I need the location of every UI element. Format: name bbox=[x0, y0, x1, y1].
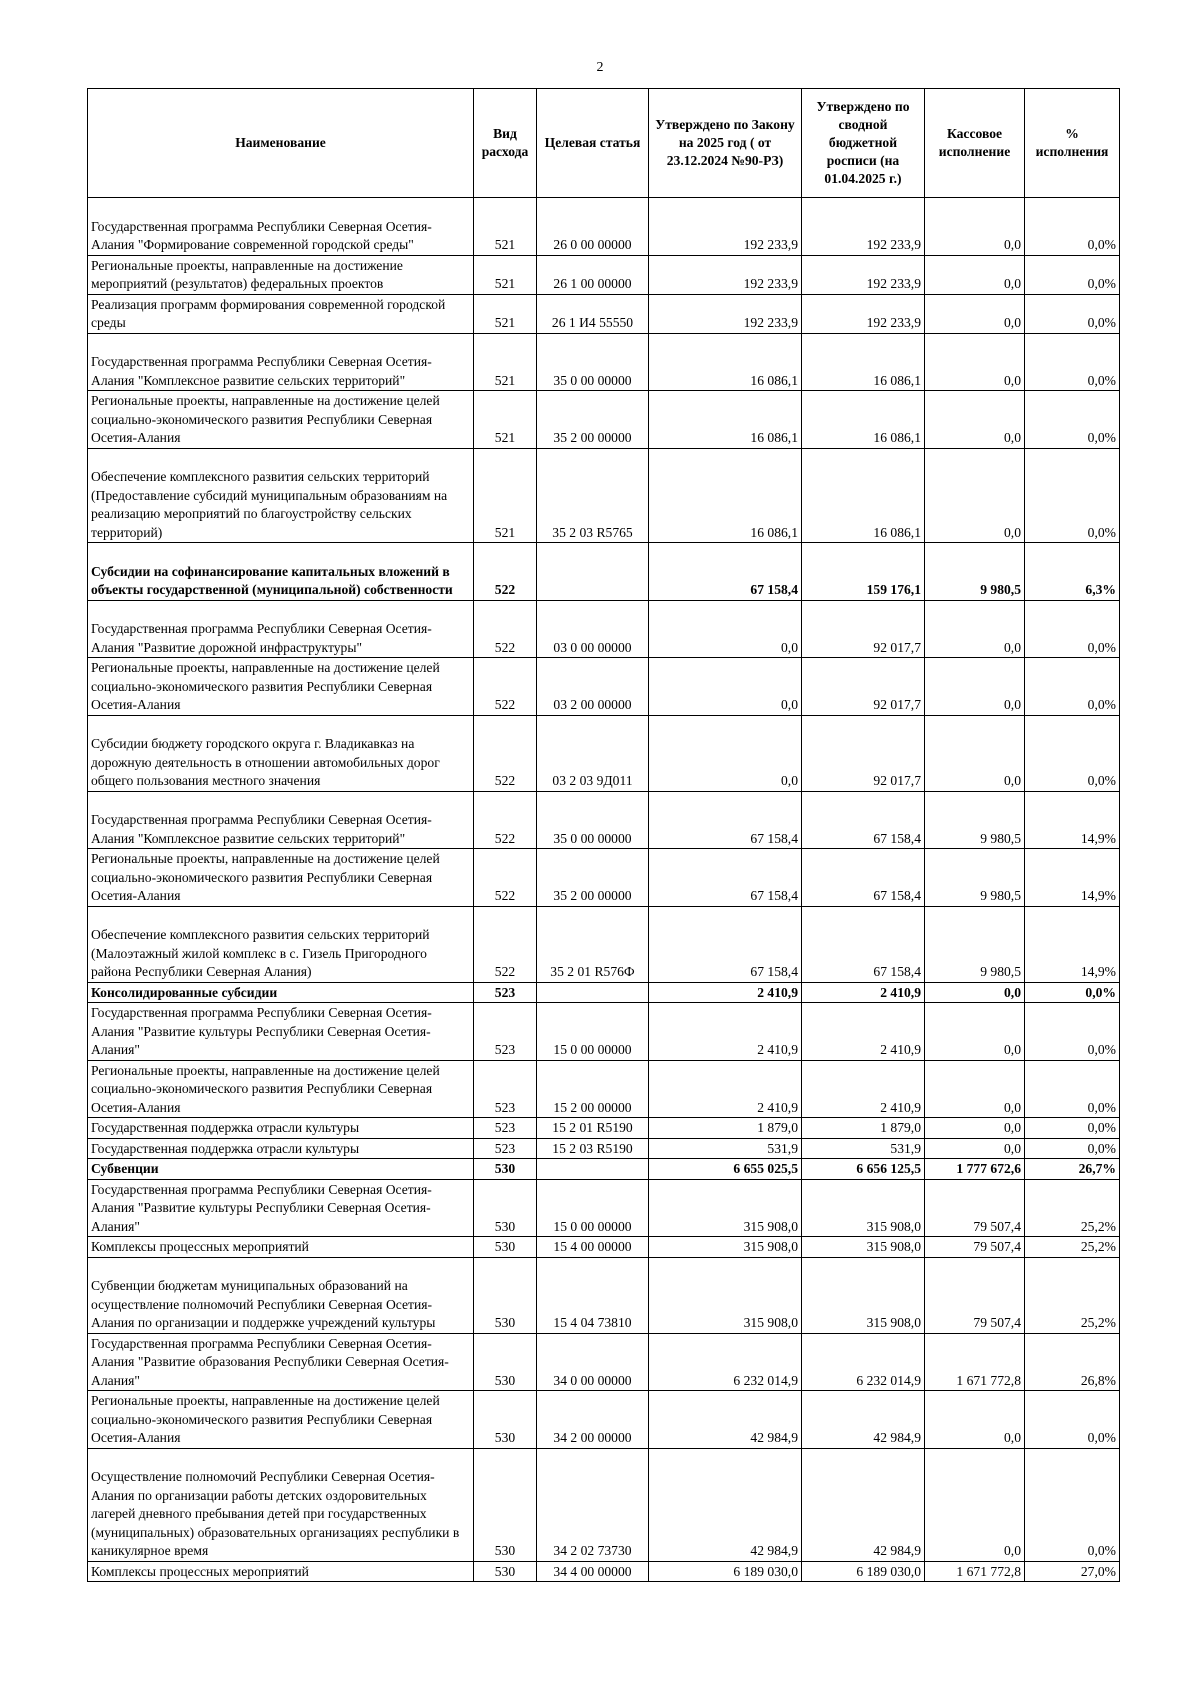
header-percent: % исполнения bbox=[1025, 89, 1120, 198]
table-row bbox=[88, 1060, 1120, 1118]
cell-name: Государственная программа Республики Северная Осетия-Алания "Комплексное развитие сельских территорий" bbox=[88, 791, 474, 849]
cell-approved-law: 6 655 025,5 bbox=[649, 1159, 802, 1180]
cell-approved-law: 2 410,9 bbox=[649, 1060, 802, 1118]
cell-expense-type: 521 bbox=[474, 255, 537, 294]
cell-approved-law: 16 086,1 bbox=[649, 391, 802, 449]
cell-percent: 0,0% bbox=[1025, 1060, 1120, 1118]
cell-expense-type: 523 bbox=[474, 1138, 537, 1159]
header-name: Наименование bbox=[88, 89, 474, 198]
header-target-article: Целевая статья bbox=[537, 89, 649, 198]
cell-approved-list: 315 908,0 bbox=[802, 1257, 925, 1333]
cell-target-article: 26 1 00 00000 bbox=[537, 255, 649, 294]
cell-name: Обеспечение комплексного развития сельских территорий (Малоэтажный жилой комплекс в с. Гизель Пригородного района Республики Северная Алания) bbox=[88, 906, 474, 982]
cell-percent: 0,0% bbox=[1025, 391, 1120, 449]
cell-expense-type: 530 bbox=[474, 1159, 537, 1180]
table-row bbox=[88, 1237, 1120, 1258]
table-row bbox=[88, 1333, 1120, 1391]
cell-cash-execution: 9 980,5 bbox=[925, 543, 1025, 601]
cell-target-article: 15 4 04 73810 bbox=[537, 1257, 649, 1333]
cell-approved-list: 6 232 014,9 bbox=[802, 1333, 925, 1391]
cell-name: Государственная программа Республики Северная Осетия-Алания "Комплексное развитие сельских территорий" bbox=[88, 333, 474, 391]
cell-expense-type: 523 bbox=[474, 1118, 537, 1139]
cell-approved-law: 67 158,4 bbox=[649, 543, 802, 601]
table-row bbox=[88, 658, 1120, 716]
cell-approved-law: 2 410,9 bbox=[649, 1003, 802, 1061]
cell-name: Субсидии бюджету городского округа г. Владикавказ на дорожную деятельность в отношении автомобильных дорог общего пользования местного значения bbox=[88, 715, 474, 791]
page-number: 2 bbox=[596, 60, 604, 75]
cell-name: Региональные проекты, направленные на достижение целей социально-экономического развития Республики Северная Осетия-Алания bbox=[88, 849, 474, 907]
table-row bbox=[88, 1118, 1120, 1139]
table-row bbox=[88, 791, 1120, 849]
cell-percent: 27,0% bbox=[1025, 1561, 1120, 1582]
cell-cash-execution: 0,0 bbox=[925, 1391, 1025, 1449]
table-row bbox=[88, 982, 1120, 1003]
budget-table bbox=[87, 88, 1120, 1582]
cell-target-article: 34 2 00 00000 bbox=[537, 1391, 649, 1449]
cell-approved-list: 192 233,9 bbox=[802, 255, 925, 294]
cell-name: Региональные проекты, направленные на достижение целей социально-экономического развития Республики Северная Осетия-Алания bbox=[88, 1391, 474, 1449]
cell-cash-execution: 1 671 772,8 bbox=[925, 1333, 1025, 1391]
cell-cash-execution: 1 671 772,8 bbox=[925, 1561, 1025, 1582]
cell-approved-law: 0,0 bbox=[649, 658, 802, 716]
cell-name: Обеспечение комплексного развития сельских территорий (Предоставление субсидий муниципальным образованиям на реализацию мероприятий по благоустройству сельских территорий) bbox=[88, 448, 474, 543]
header-expense-type: Вид расхода bbox=[474, 89, 537, 198]
cell-approved-law: 315 908,0 bbox=[649, 1237, 802, 1258]
table-row bbox=[88, 1159, 1120, 1180]
cell-approved-law: 16 086,1 bbox=[649, 333, 802, 391]
cell-approved-law: 42 984,9 bbox=[649, 1448, 802, 1561]
cell-approved-list: 92 017,7 bbox=[802, 600, 925, 658]
cell-target-article: 03 2 00 00000 bbox=[537, 658, 649, 716]
table-row bbox=[88, 1138, 1120, 1159]
cell-cash-execution: 79 507,4 bbox=[925, 1237, 1025, 1258]
cell-approved-list: 16 086,1 bbox=[802, 333, 925, 391]
header-cash-execution: Кассовое исполнение bbox=[925, 89, 1025, 198]
cell-cash-execution: 0,0 bbox=[925, 448, 1025, 543]
cell-cash-execution: 0,0 bbox=[925, 715, 1025, 791]
cell-target-article: 26 1 И4 55550 bbox=[537, 294, 649, 333]
cell-expense-type: 521 bbox=[474, 333, 537, 391]
cell-approved-law: 67 158,4 bbox=[649, 791, 802, 849]
cell-expense-type: 522 bbox=[474, 849, 537, 907]
cell-target-article: 03 0 00 00000 bbox=[537, 600, 649, 658]
table-row bbox=[88, 1391, 1120, 1449]
table-row bbox=[88, 715, 1120, 791]
cell-expense-type: 521 bbox=[474, 198, 537, 256]
table-row bbox=[88, 600, 1120, 658]
cell-percent: 0,0% bbox=[1025, 658, 1120, 716]
cell-approved-list: 531,9 bbox=[802, 1138, 925, 1159]
cell-percent: 0,0% bbox=[1025, 448, 1120, 543]
cell-cash-execution: 0,0 bbox=[925, 658, 1025, 716]
cell-target-article: 03 2 03 9Д011 bbox=[537, 715, 649, 791]
cell-approved-list: 192 233,9 bbox=[802, 198, 925, 256]
cell-percent: 25,2% bbox=[1025, 1237, 1120, 1258]
cell-approved-law: 42 984,9 bbox=[649, 1391, 802, 1449]
cell-percent: 0,0% bbox=[1025, 982, 1120, 1003]
cell-cash-execution: 0,0 bbox=[925, 1060, 1025, 1118]
cell-name: Государственная программа Республики Северная Осетия-Алания "Формирование современной городской среды" bbox=[88, 198, 474, 256]
cell-cash-execution: 0,0 bbox=[925, 600, 1025, 658]
cell-target-article: 15 4 00 00000 bbox=[537, 1237, 649, 1258]
cell-approved-law: 531,9 bbox=[649, 1138, 802, 1159]
cell-approved-list: 67 158,4 bbox=[802, 906, 925, 982]
cell-target-article: 15 2 03 R5190 bbox=[537, 1138, 649, 1159]
cell-approved-list: 42 984,9 bbox=[802, 1448, 925, 1561]
cell-percent: 0,0% bbox=[1025, 715, 1120, 791]
cell-target-article: 35 2 03 R5765 bbox=[537, 448, 649, 543]
cell-approved-law: 192 233,9 bbox=[649, 255, 802, 294]
cell-target-article: 15 2 00 00000 bbox=[537, 1060, 649, 1118]
cell-expense-type: 530 bbox=[474, 1179, 537, 1237]
table-row bbox=[88, 1003, 1120, 1061]
cell-percent: 0,0% bbox=[1025, 1391, 1120, 1449]
cell-cash-execution: 9 980,5 bbox=[925, 906, 1025, 982]
cell-percent: 0,0% bbox=[1025, 333, 1120, 391]
table-row bbox=[88, 255, 1120, 294]
cell-expense-type: 522 bbox=[474, 791, 537, 849]
cell-expense-type: 530 bbox=[474, 1448, 537, 1561]
cell-cash-execution: 0,0 bbox=[925, 333, 1025, 391]
cell-target-article bbox=[537, 543, 649, 601]
cell-name: Комплексы процессных мероприятий bbox=[88, 1561, 474, 1582]
cell-cash-execution: 0,0 bbox=[925, 1118, 1025, 1139]
cell-target-article: 35 0 00 00000 bbox=[537, 791, 649, 849]
cell-approved-list: 67 158,4 bbox=[802, 849, 925, 907]
cell-approved-law: 0,0 bbox=[649, 715, 802, 791]
cell-approved-list: 6 656 125,5 bbox=[802, 1159, 925, 1180]
cell-percent: 6,3% bbox=[1025, 543, 1120, 601]
cell-percent: 25,2% bbox=[1025, 1179, 1120, 1237]
cell-approved-list: 2 410,9 bbox=[802, 982, 925, 1003]
cell-name: Региональные проекты, направленные на достижение целей социально-экономического развития Республики Северная Осетия-Алания bbox=[88, 391, 474, 449]
cell-expense-type: 522 bbox=[474, 715, 537, 791]
cell-percent: 14,9% bbox=[1025, 849, 1120, 907]
cell-percent: 26,7% bbox=[1025, 1159, 1120, 1180]
table-header-row bbox=[88, 89, 1120, 198]
cell-name: Субсидии на софинансирование капитальных вложений в объекты государственной (муниципальной) собственности bbox=[88, 543, 474, 601]
cell-percent: 14,9% bbox=[1025, 791, 1120, 849]
table-row bbox=[88, 333, 1120, 391]
cell-cash-execution: 0,0 bbox=[925, 294, 1025, 333]
table-row bbox=[88, 906, 1120, 982]
cell-approved-law: 0,0 bbox=[649, 600, 802, 658]
cell-cash-execution: 1 777 672,6 bbox=[925, 1159, 1025, 1180]
cell-name: Государственная программа Республики Северная Осетия-Алания "Развитие культуры Республики Северная Осетия-Алания" bbox=[88, 1179, 474, 1237]
cell-cash-execution: 0,0 bbox=[925, 1138, 1025, 1159]
cell-approved-law: 192 233,9 bbox=[649, 294, 802, 333]
cell-name: Государственная программа Республики Северная Осетия-Алания "Развитие образования Республики Северная Осетия-Алания" bbox=[88, 1333, 474, 1391]
cell-expense-type: 530 bbox=[474, 1237, 537, 1258]
cell-approved-list: 92 017,7 bbox=[802, 658, 925, 716]
table-row bbox=[88, 1448, 1120, 1561]
cell-approved-list: 42 984,9 bbox=[802, 1391, 925, 1449]
cell-expense-type: 530 bbox=[474, 1391, 537, 1449]
table-row bbox=[88, 391, 1120, 449]
cell-approved-law: 67 158,4 bbox=[649, 849, 802, 907]
cell-expense-type: 523 bbox=[474, 1060, 537, 1118]
cell-approved-list: 16 086,1 bbox=[802, 448, 925, 543]
cell-target-article: 35 2 00 00000 bbox=[537, 391, 649, 449]
cell-name: Субвенции bbox=[88, 1159, 474, 1180]
cell-percent: 0,0% bbox=[1025, 1118, 1120, 1139]
cell-name: Субвенции бюджетам муниципальных образований на осуществление полномочий Республики Северная Осетия-Алания по организации и поддержке учреждений культуры bbox=[88, 1257, 474, 1333]
cell-percent: 0,0% bbox=[1025, 255, 1120, 294]
cell-percent: 25,2% bbox=[1025, 1257, 1120, 1333]
cell-percent: 14,9% bbox=[1025, 906, 1120, 982]
cell-cash-execution: 0,0 bbox=[925, 391, 1025, 449]
cell-approved-law: 6 189 030,0 bbox=[649, 1561, 802, 1582]
cell-cash-execution: 79 507,4 bbox=[925, 1179, 1025, 1237]
cell-name: Реализация программ формирования современной городской среды bbox=[88, 294, 474, 333]
table-row bbox=[88, 198, 1120, 256]
cell-approved-list: 92 017,7 bbox=[802, 715, 925, 791]
cell-approved-list: 315 908,0 bbox=[802, 1179, 925, 1237]
cell-percent: 0,0% bbox=[1025, 1003, 1120, 1061]
cell-percent: 0,0% bbox=[1025, 1138, 1120, 1159]
table-row bbox=[88, 448, 1120, 543]
cell-name: Государственная поддержка отрасли культуры bbox=[88, 1118, 474, 1139]
table-row bbox=[88, 1561, 1120, 1582]
table-row bbox=[88, 1179, 1120, 1237]
cell-cash-execution: 9 980,5 bbox=[925, 791, 1025, 849]
cell-expense-type: 522 bbox=[474, 600, 537, 658]
cell-approved-list: 2 410,9 bbox=[802, 1060, 925, 1118]
cell-percent: 0,0% bbox=[1025, 198, 1120, 256]
table-row bbox=[88, 849, 1120, 907]
cell-approved-law: 315 908,0 bbox=[649, 1179, 802, 1237]
cell-cash-execution: 0,0 bbox=[925, 982, 1025, 1003]
cell-target-article: 34 0 00 00000 bbox=[537, 1333, 649, 1391]
table-row bbox=[88, 543, 1120, 601]
cell-expense-type: 523 bbox=[474, 982, 537, 1003]
cell-expense-type: 522 bbox=[474, 543, 537, 601]
cell-approved-list: 16 086,1 bbox=[802, 391, 925, 449]
cell-expense-type: 523 bbox=[474, 1003, 537, 1061]
cell-target-article bbox=[537, 1159, 649, 1180]
cell-expense-type: 522 bbox=[474, 658, 537, 716]
cell-name: Государственная программа Республики Северная Осетия-Алания "Развитие дорожной инфраструктуры" bbox=[88, 600, 474, 658]
cell-target-article: 35 2 01 R576Ф bbox=[537, 906, 649, 982]
cell-approved-law: 315 908,0 bbox=[649, 1257, 802, 1333]
cell-name: Региональные проекты, направленные на достижение целей социально-экономического развития Республики Северная Осетия-Алания bbox=[88, 1060, 474, 1118]
cell-cash-execution: 0,0 bbox=[925, 255, 1025, 294]
header-approved-law: Утверждено по Закону на 2025 год ( от 23.12.2024 №90-РЗ) bbox=[649, 89, 802, 198]
cell-target-article: 35 0 00 00000 bbox=[537, 333, 649, 391]
cell-approved-list: 192 233,9 bbox=[802, 294, 925, 333]
cell-name: Региональные проекты, направленные на достижение мероприятий (результатов) федеральных проектов bbox=[88, 255, 474, 294]
cell-name: Консолидированные субсидии bbox=[88, 982, 474, 1003]
cell-target-article: 15 0 00 00000 bbox=[537, 1003, 649, 1061]
cell-expense-type: 521 bbox=[474, 448, 537, 543]
cell-name: Осуществление полномочий Республики Северная Осетия-Алания по организации работы детских оздоровительных лагерей дневного пребывания детей при государственных (муниципальных) образовательных организациях республики в каникулярное время bbox=[88, 1448, 474, 1561]
cell-target-article bbox=[537, 982, 649, 1003]
cell-expense-type: 530 bbox=[474, 1561, 537, 1582]
table-body bbox=[88, 198, 1120, 1582]
cell-approved-list: 6 189 030,0 bbox=[802, 1561, 925, 1582]
cell-target-article: 34 2 02 73730 bbox=[537, 1448, 649, 1561]
cell-approved-law: 16 086,1 bbox=[649, 448, 802, 543]
header-approved-list: Утверждено по сводной бюджетной росписи (на 01.04.2025 г.) bbox=[802, 89, 925, 198]
cell-approved-law: 192 233,9 bbox=[649, 198, 802, 256]
table-row bbox=[88, 1257, 1120, 1333]
cell-target-article: 26 0 00 00000 bbox=[537, 198, 649, 256]
cell-name: Государственная программа Республики Северная Осетия-Алания "Развитие культуры Республики Северная Осетия-Алания" bbox=[88, 1003, 474, 1061]
cell-cash-execution: 79 507,4 bbox=[925, 1257, 1025, 1333]
cell-expense-type: 521 bbox=[474, 294, 537, 333]
cell-percent: 0,0% bbox=[1025, 294, 1120, 333]
cell-cash-execution: 0,0 bbox=[925, 1448, 1025, 1561]
cell-percent: 0,0% bbox=[1025, 1448, 1120, 1561]
cell-target-article: 15 2 01 R5190 bbox=[537, 1118, 649, 1139]
cell-approved-list: 67 158,4 bbox=[802, 791, 925, 849]
cell-target-article: 34 4 00 00000 bbox=[537, 1561, 649, 1582]
cell-name: Региональные проекты, направленные на достижение целей социально-экономического развития Республики Северная Осетия-Алания bbox=[88, 658, 474, 716]
cell-expense-type: 521 bbox=[474, 391, 537, 449]
cell-percent: 26,8% bbox=[1025, 1333, 1120, 1391]
cell-cash-execution: 0,0 bbox=[925, 1003, 1025, 1061]
cell-name: Комплексы процессных мероприятий bbox=[88, 1237, 474, 1258]
table-row bbox=[88, 294, 1120, 333]
cell-approved-law: 2 410,9 bbox=[649, 982, 802, 1003]
cell-target-article: 15 0 00 00000 bbox=[537, 1179, 649, 1237]
cell-target-article: 35 2 00 00000 bbox=[537, 849, 649, 907]
cell-approved-law: 67 158,4 bbox=[649, 906, 802, 982]
cell-cash-execution: 0,0 bbox=[925, 198, 1025, 256]
cell-expense-type: 530 bbox=[474, 1333, 537, 1391]
cell-approved-list: 315 908,0 bbox=[802, 1237, 925, 1258]
cell-name: Государственная поддержка отрасли культуры bbox=[88, 1138, 474, 1159]
cell-percent: 0,0% bbox=[1025, 600, 1120, 658]
cell-approved-list: 2 410,9 bbox=[802, 1003, 925, 1061]
cell-expense-type: 530 bbox=[474, 1257, 537, 1333]
cell-approved-list: 159 176,1 bbox=[802, 543, 925, 601]
cell-approved-law: 6 232 014,9 bbox=[649, 1333, 802, 1391]
cell-approved-list: 1 879,0 bbox=[802, 1118, 925, 1139]
cell-cash-execution: 9 980,5 bbox=[925, 849, 1025, 907]
cell-expense-type: 522 bbox=[474, 906, 537, 982]
cell-approved-law: 1 879,0 bbox=[649, 1118, 802, 1139]
